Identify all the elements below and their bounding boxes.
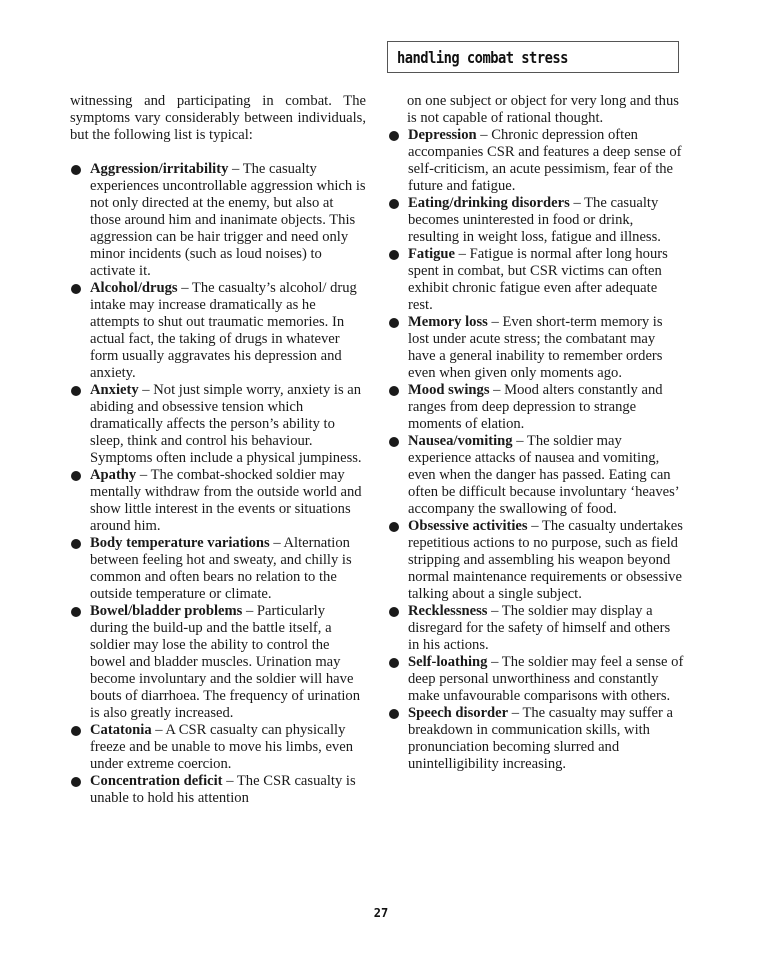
symptom-term: Self-loathing <box>408 654 488 670</box>
symptom-term: Anxiety <box>90 382 139 398</box>
bullet-icon <box>71 539 81 549</box>
bullet-icon <box>389 199 399 209</box>
bullet-icon <box>389 709 399 719</box>
symptom-item <box>388 433 684 518</box>
symptom-term: Body temperature variations <box>90 535 270 551</box>
symptom-term: Speech disorder <box>408 705 509 721</box>
bullet-icon <box>71 165 81 175</box>
symptom-item <box>388 127 684 195</box>
symptom-item <box>70 382 366 467</box>
symptom-description: – The casualty becomes uninterested in food or drink, resulting in weight loss, fatigue and illness. <box>408 195 661 245</box>
symptom-term: Memory loss <box>408 314 488 330</box>
symptom-term: Bowel/bladder problems <box>90 603 243 619</box>
symptom-item <box>70 773 366 807</box>
bullet-icon <box>389 658 399 668</box>
page-number: 27 <box>373 906 389 920</box>
symptom-term: Apathy <box>90 467 137 483</box>
symptom-term: Eating/drinking disorders <box>408 195 570 211</box>
running-header <box>387 41 679 73</box>
symptom-description: – The CSR casualty is unable to hold his attention <box>90 773 356 806</box>
symptom-term: Alcohol/drugs <box>90 280 178 296</box>
symptom-description: – The casualty undertakes repetitious actions to no purpose, such as field stripping and assembling his weapon beyond normal maintenance requirements or obsessive talking about a single subject. <box>408 518 683 602</box>
left-column <box>70 93 366 807</box>
symptom-term: Nausea/vomiting <box>408 433 513 449</box>
symptom-term: Catatonia <box>90 722 152 738</box>
symptom-term: Fatigue <box>408 246 456 262</box>
symptom-description: – The casualty may suffer a breakdown in communication skills, with pronunciation becoming slurred and unintelligibility increasing. <box>408 705 673 772</box>
bullet-icon <box>389 250 399 260</box>
running-header-title: handling combat stress <box>397 47 568 67</box>
continued-paragraph: on one subject or object for very long and thus is not capable of rational thought. <box>407 93 679 126</box>
symptom-item <box>388 654 684 705</box>
bullet-icon <box>389 131 399 141</box>
symptom-item <box>70 280 366 382</box>
symptom-item <box>70 161 366 280</box>
symptom-description: – Fatigue is normal after long hours spent in combat, but CSR victims can often exhibit chronic fatigue even after adequate rest. <box>408 246 668 313</box>
symptom-description: – The casualty experiences uncontrollable aggression which is not only directed at the enemy, but also at those around him and inanimate objects. This aggression can be hair trigger and need only minor incidents (such as loud noises) to activate it. <box>90 161 366 279</box>
symptom-item <box>70 603 366 722</box>
symptom-description: – The soldier may experience attacks of nausea and vomiting, even when the danger has passed. Eating can often be difficult because involuntary ‘heaves’ accompany the swallowing of food. <box>408 433 679 517</box>
symptom-description: – A CSR casualty can physically freeze and be unable to move his limbs, even under extreme coercion. <box>90 722 354 772</box>
symptom-term: Depression <box>408 127 477 143</box>
bullet-icon <box>389 318 399 328</box>
symptom-description: – The combat-shocked soldier may mentally withdraw from the outside world and show little interest in the events or situations around him. <box>90 467 362 534</box>
symptom-item <box>70 467 366 535</box>
symptom-term: Mood swings <box>408 382 490 398</box>
symptom-list-left <box>70 161 366 807</box>
symptom-item <box>70 535 366 603</box>
symptom-item <box>388 314 684 382</box>
bullet-icon <box>71 471 81 481</box>
symptom-description: – Even short-term memory is lost under acute stress; the combatant may have a general inability to remember orders even when given only moments ago. <box>408 314 663 381</box>
bullet-icon <box>389 437 399 447</box>
symptom-term: Concentration deficit <box>90 773 223 789</box>
symptom-description: – Chronic depression often accompanies CSR and features a deep sense of self-criticism, an acute pessimism, fear of the future and fatigue. <box>408 127 682 194</box>
bullet-icon <box>389 607 399 617</box>
symptom-description: – Mood alters constantly and ranges from deep depression to strange moments of elation. <box>408 382 663 432</box>
symptom-description: – The casualty’s alcohol/ drug intake may increase dramatically as he attempts to shut out traumatic memories. In actual fact, the taking of drugs in whatever form usually aggravates his depression and anxiety. <box>90 280 357 381</box>
bullet-icon <box>389 386 399 396</box>
intro-paragraph: witnessing and participating in combat. The symptoms vary considerably between individuals, but the following list is typical: <box>70 93 366 143</box>
symptom-item <box>388 195 684 246</box>
symptom-description: – The soldier may feel a sense of deep personal unworthiness and constantly make unfavourable comparisons with others. <box>408 654 684 704</box>
bullet-icon <box>71 726 81 736</box>
bullet-icon <box>71 777 81 787</box>
bullet-icon <box>71 607 81 617</box>
symptom-item <box>388 603 684 654</box>
bullet-icon <box>71 284 81 294</box>
symptom-term: Recklessness <box>408 603 488 619</box>
symptom-list-right <box>388 127 684 773</box>
symptom-item <box>388 246 684 314</box>
symptom-description: – Not just simple worry, anxiety is an abiding and obsessive tension which dramatically affects the person’s ability to sleep, think and control his behaviour. Symptoms often include a physical jumpiness. <box>90 382 362 466</box>
symptom-term: Obsessive activities <box>408 518 528 534</box>
bullet-icon <box>71 386 81 396</box>
symptom-item <box>70 722 366 773</box>
symptom-description: – The soldier may display a disregard for the safety of himself and others in his actions. <box>408 603 671 653</box>
symptom-item <box>388 518 684 603</box>
symptom-item <box>388 382 684 433</box>
right-column <box>388 93 684 773</box>
symptom-description: – Particularly during the build-up and the battle itself, a soldier may lose the ability to control the bowel and bladder muscles. Urination may become involuntary and the soldier will have bouts of diarrhoea. The frequency of urination is also greatly increased. <box>90 603 361 721</box>
symptom-term: Aggression/irritability <box>90 161 229 177</box>
symptom-description: – Alternation between feeling hot and sweaty, and chilly is common and often bears no relation to the outside temperature or climate. <box>90 535 352 602</box>
symptom-item <box>388 705 684 773</box>
bullet-icon <box>389 522 399 532</box>
